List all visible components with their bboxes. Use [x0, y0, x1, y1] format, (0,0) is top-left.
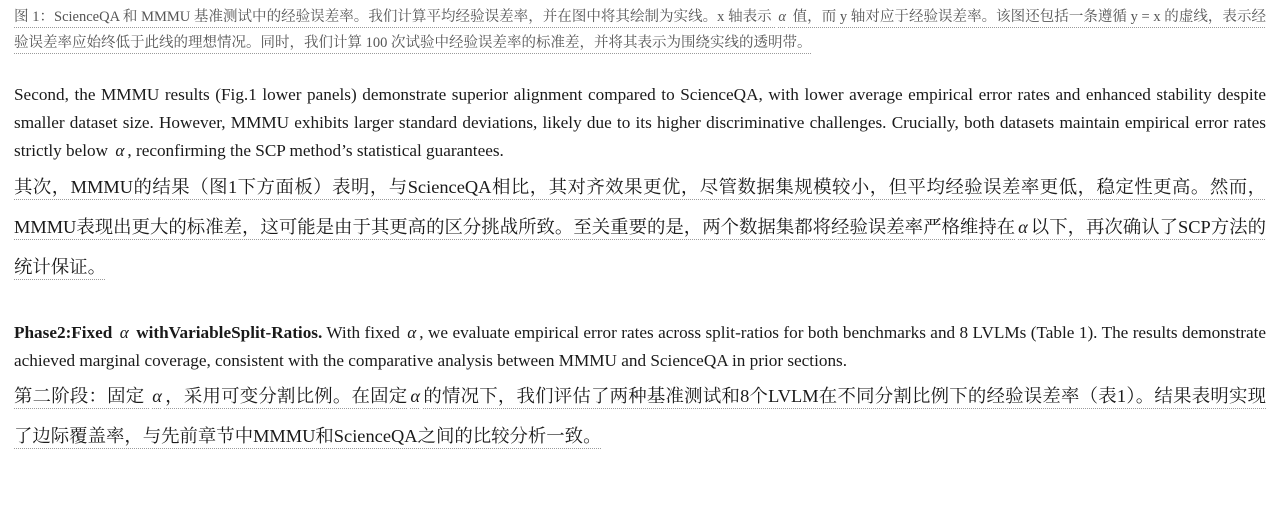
alpha-symbol: α	[778, 9, 786, 25]
paragraph-phase2: Phase2:Fixed α withVariableSplit-Ratios. With fixed α , we evaluate empirical error rates across split-ratios for both benchmarks and 8 LVLMs (Table 1). The results demonstrate achieved marginal coverage, consistent with the comparative analysis between MMMU and ScienceQA in prior sections.	[14, 323, 1267, 370]
section-heading-phase2: Phase2:Fixed α withVariableSplit-Ratios.	[14, 323, 323, 342]
alpha-symbol: α	[407, 323, 417, 342]
paragraph-mmmu-results: Second, the MMMU results (Fig.1 lower panels) demonstrate superior alignment compared to ScienceQA, with lower average empirical error rates and enhanced stability despite smaller dataset size. However, MMMU exhibits larger standard deviations, likely due to its higher discriminative challenges. Crucially, both datasets maintain empirical error rates strictly below α , reconfirming the SCP method’s statistical guarantees.	[14, 85, 1266, 160]
alpha-symbol: α	[152, 386, 162, 406]
alpha-symbol: α	[410, 386, 421, 406]
alpha-symbol: α	[119, 323, 129, 342]
paragraph-phase2-translation: 第二阶段：固定 α ，采用可变分割比例。在固定 α 的情况下，我们评估了两种基准测试和8个LVLM在不同分割比例下的经验误差率（表1）。结果表明实现了边际覆盖率，与先前章节中MMMU和ScienceQA之间的比较分析一致。	[14, 386, 1266, 446]
alpha-symbol: α	[1018, 217, 1028, 237]
paragraph-mmmu-results-translation: 其次，MMMU的结果（图1下方面板）表明，与ScienceQA相比，其对齐效果更优，尽管数据集规模较小，但平均经验误差率更低，稳定性更高。然而，MMMU表现出更大的标准差，这可能是由于其更高的区分挑战所致。至关重要的是，两个数据集都将经验误差率严格维持在 α 以下，再次确认了SCP方法的统计保证。	[14, 177, 1266, 277]
alpha-symbol: α	[115, 141, 125, 160]
figure-caption-translation: 图 1：ScienceQA 和 MMMU 基准测试中的经验误差率。我们计算平均经验误差率，并在图中将其绘制为实线。x 轴表示 α 值，而 y 轴对应于经验误差率。该图还包括一条遵循 y = x 的虚线，表示经验误差率应始终低于此线的理想情况。同时，我们计算 100 次试验中经验误差率的标准差，并将其表示为围绕实线的透明带。	[14, 9, 1266, 51]
